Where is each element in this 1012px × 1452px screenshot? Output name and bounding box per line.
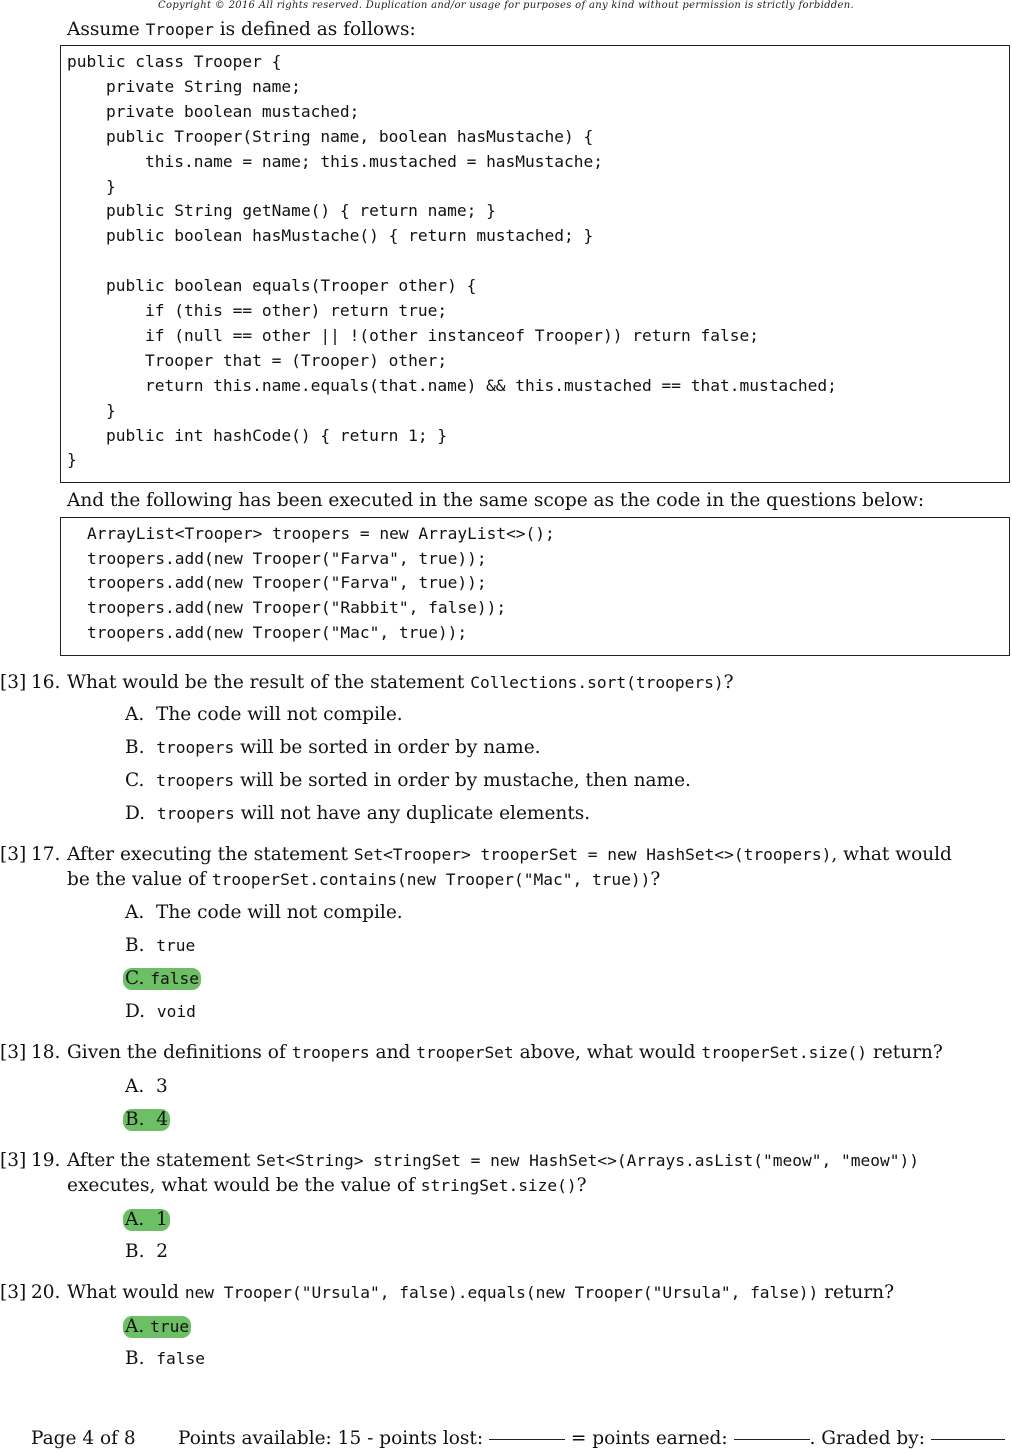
question-19-text-line1: After the statement Set<String> stringSet = new HashSet<>(Arrays.asList("meow", "meow")) bbox=[67, 1150, 919, 1171]
class-code-box bbox=[60, 45, 1010, 483]
question-16-option-c[interactable]: C. troopers will be sorted in order by mustache, then name. bbox=[125, 770, 691, 791]
question-17-option-d[interactable]: D. void bbox=[125, 1001, 196, 1022]
question-17-option-a[interactable]: A. The code will not compile. bbox=[125, 902, 403, 923]
intro-assume: Assume Trooper is defined as follows: bbox=[67, 19, 416, 40]
answer-highlight: B. 4 bbox=[125, 1109, 169, 1130]
question-18-option-b-selected[interactable] bbox=[125, 1109, 170, 1130]
setup-code-line: troopers.add(new Trooper("Farva", true)); bbox=[87, 573, 487, 593]
answer-highlight: A. true bbox=[125, 1316, 190, 1337]
setup-code-line: ArrayList<Trooper> troopers = new ArrayList<>(); bbox=[87, 524, 555, 543]
class-code-line: public int hashCode() { return 1; } bbox=[67, 425, 448, 445]
points-lost-blank[interactable] bbox=[489, 1438, 565, 1440]
question-17-option-b[interactable]: B. true bbox=[125, 935, 196, 956]
question-16-text: What would be the result of the statement Collections.sort(troopers)? bbox=[67, 672, 734, 693]
question-16-option-b[interactable]: B. troopers will be sorted in order by name. bbox=[125, 737, 541, 758]
question-19-option-a-selected[interactable] bbox=[125, 1209, 170, 1230]
class-code-line: } bbox=[67, 450, 77, 470]
class-code-line: public Trooper(String name, boolean hasMustache) { bbox=[67, 126, 594, 146]
question-17-number: 17. bbox=[31, 844, 61, 865]
question-19-number: 19. bbox=[31, 1150, 61, 1171]
class-code-line: public boolean equals(Trooper other) { bbox=[67, 276, 477, 296]
setup-code-line: troopers.add(new Trooper("Mac", true)); bbox=[87, 622, 468, 642]
class-code-line: } bbox=[67, 400, 116, 420]
class-code-line: return this.name.equals(that.name) && this.mustached == that.mustached; bbox=[67, 375, 837, 395]
class-code-line: public String getName() { return name; } bbox=[67, 201, 496, 221]
question-18-text: Given the definitions of troopers and trooperSet above, what would trooperSet.size() return? bbox=[67, 1042, 943, 1063]
question-19-text-line2: executes, what would be the value of stringSet.size()? bbox=[67, 1175, 587, 1196]
answer-highlight: C. false bbox=[125, 968, 200, 989]
class-code-line: Trooper that = (Trooper) other; bbox=[67, 350, 448, 370]
intro-following: And the following has been executed in the same scope as the code in the questions below: bbox=[67, 490, 925, 511]
points-available-label: Points available: 15 - points lost: = points earned: . Graded by: bbox=[178, 1428, 1005, 1449]
question-20-option-b[interactable]: B. false bbox=[125, 1348, 205, 1369]
question-16-option-a[interactable]: A. The code will not compile. bbox=[125, 704, 403, 725]
class-code-line: } bbox=[67, 176, 116, 196]
question-16-number: 16. bbox=[31, 672, 61, 693]
setup-code-line: troopers.add(new Trooper("Farva", true)); bbox=[87, 548, 487, 568]
graded-by-blank[interactable] bbox=[931, 1438, 1005, 1440]
page-number: Page 4 of 8 bbox=[31, 1428, 136, 1449]
question-20-number: 20. bbox=[31, 1282, 61, 1303]
class-code-line: if (this == other) return true; bbox=[67, 301, 448, 320]
question-17-points: [3] bbox=[0, 844, 27, 865]
class-code-line: this.name = name; this.mustached = hasMustache; bbox=[67, 151, 604, 171]
class-code-line: public boolean hasMustache() { return mustached; } bbox=[67, 226, 594, 246]
question-17-text-line1: After executing the statement Set<Trooper> trooperSet = new HashSet<>(troopers), what would bbox=[67, 844, 952, 865]
question-18-number: 18. bbox=[31, 1042, 61, 1063]
class-code-line: public class Trooper { bbox=[67, 52, 282, 71]
question-16-option-d[interactable]: D. troopers will not have any duplicate elements. bbox=[125, 803, 591, 824]
class-code-line: private boolean mustached; bbox=[67, 101, 360, 121]
setup-code-line: troopers.add(new Trooper("Rabbit", false)); bbox=[87, 598, 507, 618]
question-18-option-a[interactable]: A. 3 bbox=[125, 1076, 168, 1097]
question-18-points: [3] bbox=[0, 1042, 27, 1063]
question-17-option-c-selected[interactable] bbox=[125, 968, 201, 989]
question-16-points: [3] bbox=[0, 672, 27, 693]
setup-code-box bbox=[60, 517, 1010, 656]
class-code-line: if (null == other || !(other instanceof Trooper)) return false; bbox=[67, 325, 759, 345]
question-20-option-a-selected[interactable] bbox=[125, 1316, 191, 1337]
points-earned-blank[interactable] bbox=[734, 1438, 810, 1440]
copyright-notice: Copyright © 2016 All rights reserved. Duplication and/or usage for purposes of any kind without permission is strictly forbidden. bbox=[158, 0, 854, 11]
answer-highlight: A. 1 bbox=[125, 1209, 168, 1230]
question-20-points: [3] bbox=[0, 1282, 27, 1303]
question-17-text-line2: be the value of trooperSet.contains(new Trooper("Mac", true))? bbox=[67, 869, 661, 890]
class-code-line: private String name; bbox=[67, 76, 301, 96]
inline-code: Trooper bbox=[145, 20, 214, 39]
question-20-text: What would new Trooper("Ursula", false).equals(new Trooper("Ursula", false)) return? bbox=[67, 1282, 894, 1303]
question-19-option-b[interactable]: B. 2 bbox=[125, 1241, 169, 1262]
question-19-points: [3] bbox=[0, 1150, 27, 1171]
